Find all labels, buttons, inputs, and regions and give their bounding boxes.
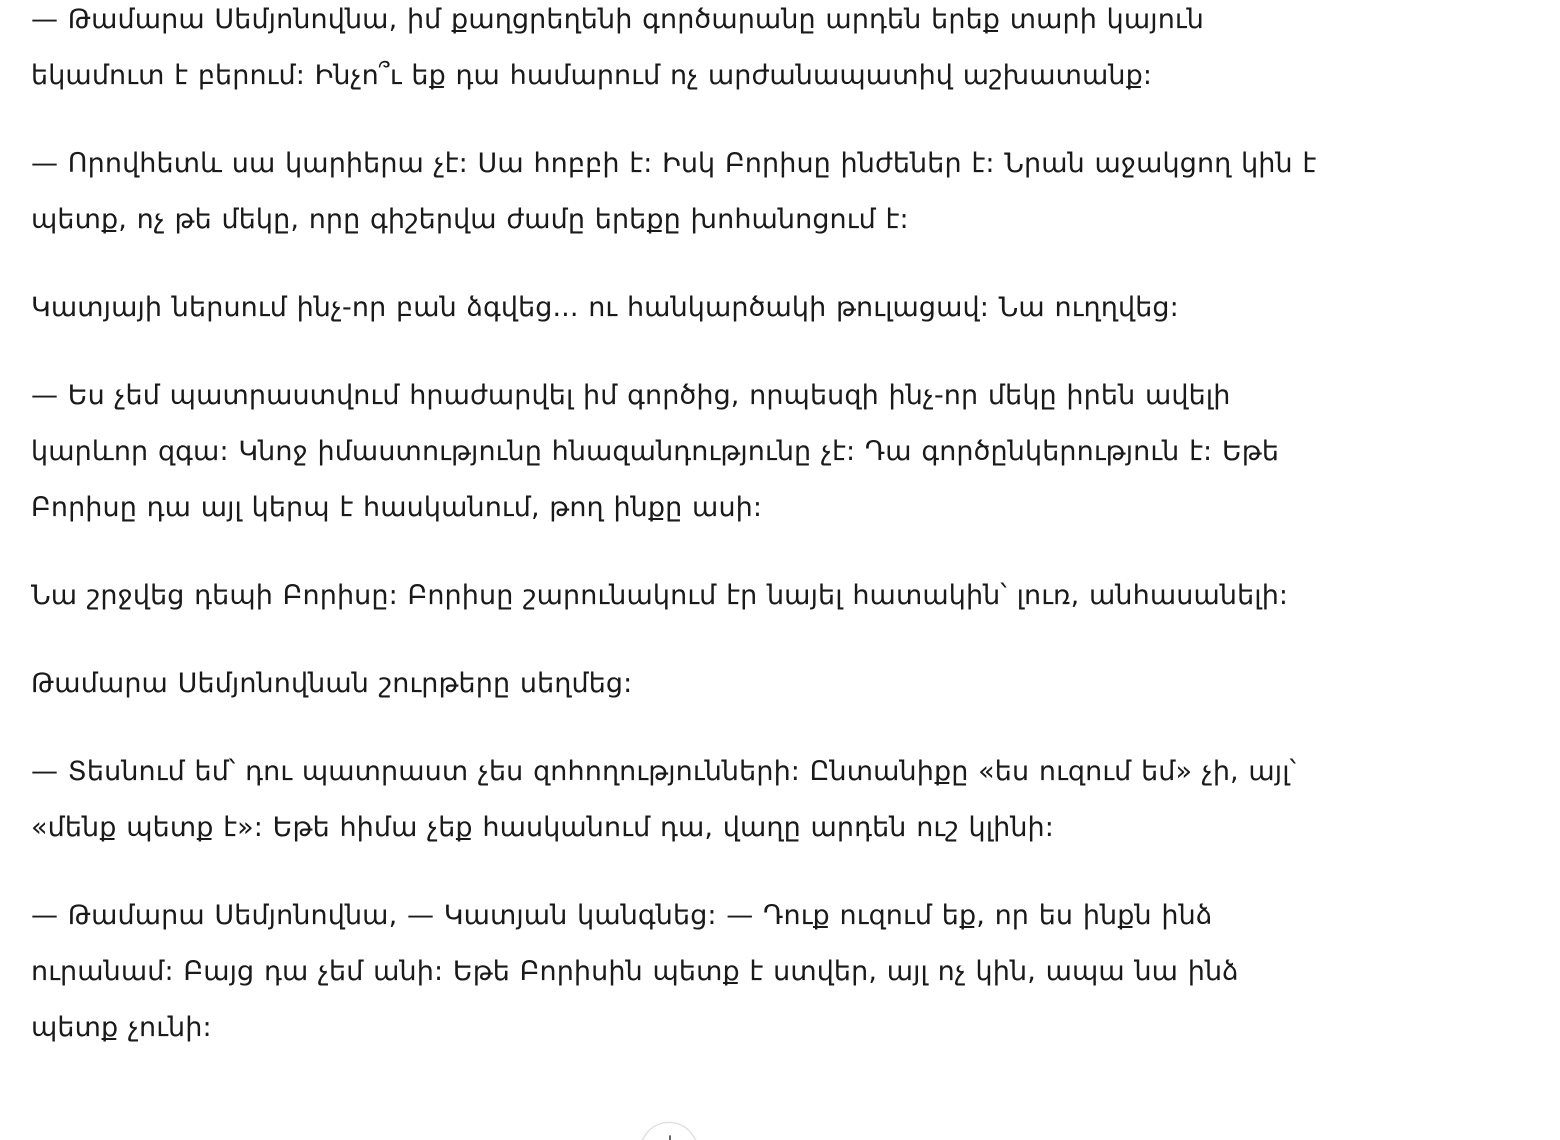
paragraph: — Ես չեմ պատրաստվում հրաժարվել իմ գործից, որպեսզի ինչ-որ մեկը իրեն ավելի կարևոր զգա: Կնոջ իմաստությունը հնազանդությունը չէ: Դա գործընկերություն է: Եթե Բորիսը դա այլ կերպ է հասկանում, թող ինքը ասի: [31,380,1280,523]
paragraph: Թամարա Սեմյոնովնան շուրթերը սեղմեց: [31,668,633,699]
scroll-down-button[interactable] [640,1122,698,1140]
paragraph: — Տեսնում եմ՝ դու պատրաստ չես զոհողությունների: Ընտանիքը «ես ուզում եմ» չի, այլ՝ «մենք պետք է»: Եթե հիմա չեք հասկանում դա, վաղը արդեն ուշ կլինի: [31,756,1297,843]
paragraph: Նա շրջվեց դեպի Բորիսը: Բորիսը շարունակում էր նայել հատակին՝ լուռ, անհասանելի: [31,580,1289,611]
paragraph: — Թամարա Սեմյոնովնա, — Կատյան կանգնեց: — Դուք ուզում եք, որ ես ինքն ինձ ուրանամ: Բայց դա չեմ անի: Եթե Բորիսին պետք է ստվեր, այլ ոչ կին, ապա նա ինձ պետք չունի: [31,900,1239,1043]
article-body [31,0,1321,1088]
chevron-down-icon [660,1133,680,1140]
paragraph: — Թամարա Սեմյոնովնա, իմ քաղցրեղենի գործարանը արդեն երեք տարի կայուն եկամուտ է բերում: Ինչո՞ւ եք դա համարում ոչ արժանապատիվ աշխատանք: [31,4,1204,91]
paragraph: — Որովհետև սա կարիերա չէ: Սա հոբբի է: Իսկ Բորիսը ինժեներ է: Նրան աջակցող կին է պետք, ոչ թե մեկը, որը գիշերվա ժամը երեքը խոհանոցում է: [31,148,1317,235]
paragraph: Կատյայի ներսում ինչ-որ բան ձգվեց... ու հանկարծակի թուլացավ: Նա ուղղվեց: [31,292,1179,323]
